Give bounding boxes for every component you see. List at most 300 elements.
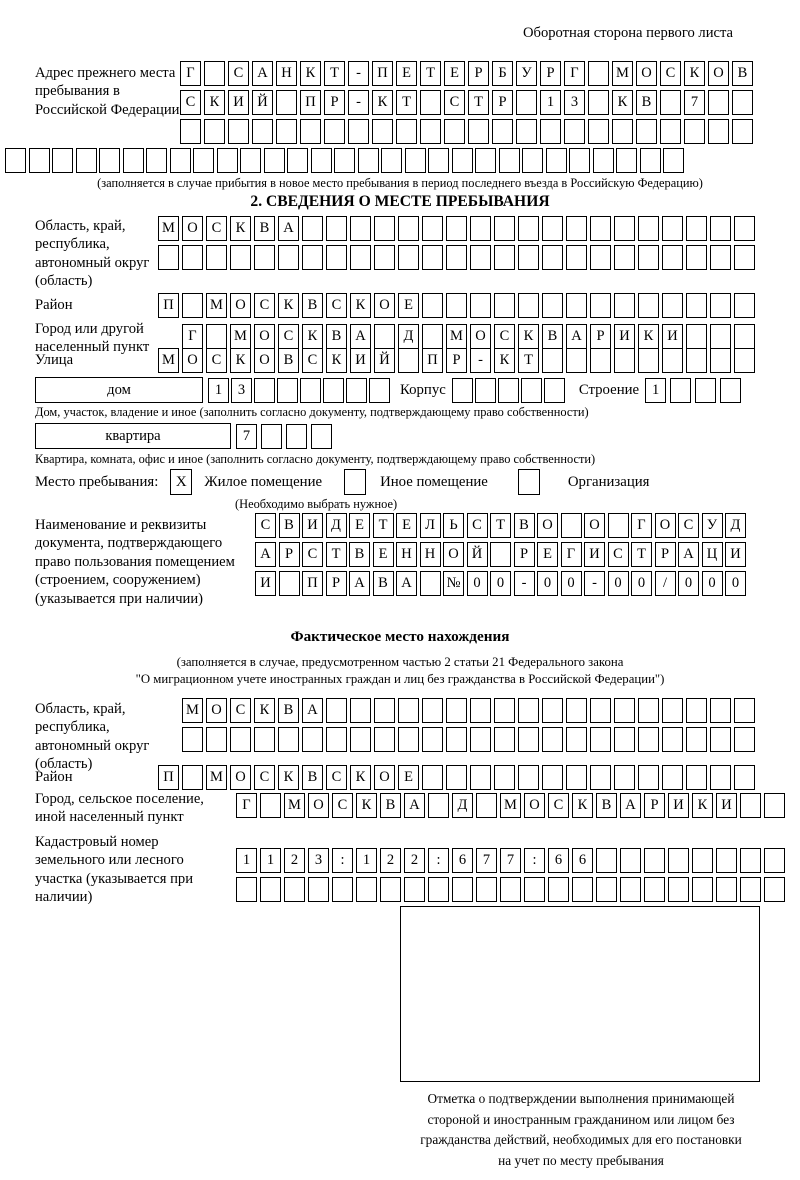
char-cell[interactable] [566, 348, 587, 373]
char-cell[interactable] [546, 148, 567, 173]
char-cell[interactable] [516, 90, 537, 115]
char-cell[interactable] [710, 698, 731, 723]
char-cell[interactable] [422, 698, 443, 723]
char-cell[interactable] [374, 216, 395, 241]
char-cell[interactable] [279, 571, 300, 596]
char-cell[interactable]: Г [180, 61, 201, 86]
char-cell[interactable]: П [302, 571, 323, 596]
char-cell[interactable]: С [660, 61, 681, 86]
char-cell[interactable]: И [662, 324, 683, 349]
char-cell[interactable] [668, 877, 689, 902]
char-cell[interactable] [358, 148, 379, 173]
char-cell[interactable] [692, 877, 713, 902]
char-cell[interactable]: К [230, 348, 251, 373]
char-cell[interactable]: Н [276, 61, 297, 86]
char-cell[interactable]: Й [374, 348, 395, 373]
char-cell[interactable] [668, 848, 689, 873]
char-cell[interactable] [420, 90, 441, 115]
char-cell[interactable]: - [348, 90, 369, 115]
char-cell[interactable]: П [422, 348, 443, 373]
char-cell[interactable] [260, 877, 281, 902]
char-cell[interactable]: И [584, 542, 605, 567]
apartment-labelbox[interactable]: квартира [35, 423, 231, 449]
char-cell[interactable]: К [300, 61, 321, 86]
char-cell[interactable] [446, 293, 467, 318]
char-cell[interactable]: С [332, 793, 353, 818]
char-cell[interactable] [452, 877, 473, 902]
char-cell[interactable]: - [348, 61, 369, 86]
char-cell[interactable] [287, 148, 308, 173]
char-cell[interactable]: М [158, 216, 179, 241]
char-cell[interactable] [380, 877, 401, 902]
char-cell[interactable] [692, 848, 713, 873]
char-cell[interactable]: А [350, 324, 371, 349]
char-cell[interactable] [764, 877, 785, 902]
char-cell[interactable] [614, 698, 635, 723]
char-cell[interactable] [374, 324, 395, 349]
char-cell[interactable] [620, 877, 641, 902]
char-cell[interactable] [734, 216, 755, 241]
char-cell[interactable]: Г [182, 324, 203, 349]
char-cell[interactable] [670, 378, 691, 403]
char-cell[interactable]: 0 [561, 571, 582, 596]
char-cell[interactable] [350, 727, 371, 752]
char-cell[interactable]: В [380, 793, 401, 818]
char-cell[interactable]: С [206, 348, 227, 373]
char-cell[interactable] [286, 424, 307, 449]
char-cell[interactable] [228, 119, 249, 144]
char-cell[interactable]: Т [518, 348, 539, 373]
char-cell[interactable] [500, 877, 521, 902]
char-cell[interactable]: 2 [380, 848, 401, 873]
char-cell[interactable]: С [326, 765, 347, 790]
char-cell[interactable] [596, 848, 617, 873]
char-cell[interactable] [542, 765, 563, 790]
char-cell[interactable]: Й [467, 542, 488, 567]
char-cell[interactable]: 7 [236, 424, 257, 449]
char-cell[interactable]: М [500, 793, 521, 818]
char-cell[interactable]: 0 [467, 571, 488, 596]
char-cell[interactable]: Т [326, 542, 347, 567]
char-cell[interactable]: Р [590, 324, 611, 349]
char-cell[interactable]: Е [537, 542, 558, 567]
char-cell[interactable] [588, 90, 609, 115]
char-cell[interactable] [494, 293, 515, 318]
char-cell[interactable] [616, 148, 637, 173]
char-cell[interactable] [470, 293, 491, 318]
char-cell[interactable]: А [620, 793, 641, 818]
char-cell[interactable]: С [678, 513, 699, 538]
char-cell[interactable] [708, 90, 729, 115]
char-cell[interactable] [686, 348, 707, 373]
char-cell[interactable]: О [254, 348, 275, 373]
char-cell[interactable]: Е [396, 513, 417, 538]
char-cell[interactable]: О [537, 513, 558, 538]
char-cell[interactable] [276, 90, 297, 115]
char-cell[interactable] [398, 348, 419, 373]
char-cell[interactable] [261, 424, 282, 449]
char-cell[interactable]: О [708, 61, 729, 86]
char-cell[interactable] [590, 348, 611, 373]
char-cell[interactable] [446, 765, 467, 790]
char-cell[interactable]: В [349, 542, 370, 567]
char-cell[interactable] [302, 727, 323, 752]
char-cell[interactable] [372, 119, 393, 144]
char-cell[interactable]: К [278, 765, 299, 790]
char-cell[interactable]: № [443, 571, 464, 596]
char-cell[interactable]: В [732, 61, 753, 86]
char-cell[interactable]: 2 [284, 848, 305, 873]
char-cell[interactable] [614, 727, 635, 752]
char-cell[interactable] [468, 119, 489, 144]
char-cell[interactable]: О [230, 765, 251, 790]
char-cell[interactable] [663, 148, 684, 173]
char-cell[interactable]: 6 [548, 848, 569, 873]
char-cell[interactable] [660, 119, 681, 144]
char-cell[interactable]: Р [446, 348, 467, 373]
char-cell[interactable] [564, 119, 585, 144]
char-cell[interactable] [518, 727, 539, 752]
char-cell[interactable] [494, 245, 515, 270]
char-cell[interactable] [404, 877, 425, 902]
char-cell[interactable]: М [446, 324, 467, 349]
char-cell[interactable]: О [308, 793, 329, 818]
char-cell[interactable] [710, 324, 731, 349]
char-cell[interactable]: А [252, 61, 273, 86]
char-cell[interactable] [494, 216, 515, 241]
char-cell[interactable]: Т [324, 61, 345, 86]
char-cell[interactable]: Р [644, 793, 665, 818]
char-cell[interactable] [76, 148, 97, 173]
char-cell[interactable] [29, 148, 50, 173]
char-cell[interactable] [398, 698, 419, 723]
char-cell[interactable] [734, 348, 755, 373]
char-cell[interactable]: О [655, 513, 676, 538]
char-cell[interactable]: К [692, 793, 713, 818]
char-cell[interactable]: Е [373, 542, 394, 567]
char-cell[interactable]: : [332, 848, 353, 873]
char-cell[interactable] [638, 348, 659, 373]
char-cell[interactable] [230, 727, 251, 752]
char-cell[interactable]: Н [420, 542, 441, 567]
char-cell[interactable] [662, 216, 683, 241]
char-cell[interactable] [182, 293, 203, 318]
char-cell[interactable] [590, 698, 611, 723]
char-cell[interactable] [499, 148, 520, 173]
char-cell[interactable] [540, 119, 561, 144]
char-cell[interactable] [5, 148, 26, 173]
char-cell[interactable] [716, 848, 737, 873]
char-cell[interactable]: О [182, 348, 203, 373]
char-cell[interactable] [740, 877, 761, 902]
char-cell[interactable] [716, 877, 737, 902]
char-cell[interactable] [518, 293, 539, 318]
char-cell[interactable] [544, 378, 565, 403]
char-cell[interactable]: К [572, 793, 593, 818]
char-cell[interactable]: П [300, 90, 321, 115]
char-cell[interactable] [254, 378, 275, 403]
char-cell[interactable] [470, 727, 491, 752]
char-cell[interactable] [348, 119, 369, 144]
char-cell[interactable] [428, 148, 449, 173]
char-cell[interactable] [662, 293, 683, 318]
char-cell[interactable] [548, 877, 569, 902]
char-cell[interactable]: М [230, 324, 251, 349]
char-cell[interactable]: 3 [231, 378, 252, 403]
char-cell[interactable] [542, 293, 563, 318]
char-cell[interactable]: А [404, 793, 425, 818]
char-cell[interactable] [182, 245, 203, 270]
char-cell[interactable] [300, 119, 321, 144]
char-cell[interactable]: Т [631, 542, 652, 567]
char-cell[interactable] [326, 727, 347, 752]
char-cell[interactable]: О [470, 324, 491, 349]
char-cell[interactable] [398, 727, 419, 752]
char-cell[interactable] [444, 119, 465, 144]
char-cell[interactable]: В [302, 293, 323, 318]
char-cell[interactable] [350, 216, 371, 241]
char-cell[interactable] [254, 245, 275, 270]
char-cell[interactable]: Р [655, 542, 676, 567]
char-cell[interactable]: Ь [443, 513, 464, 538]
char-cell[interactable] [346, 378, 367, 403]
char-cell[interactable] [614, 216, 635, 241]
char-cell[interactable] [710, 293, 731, 318]
char-cell[interactable] [686, 765, 707, 790]
char-cell[interactable]: В [326, 324, 347, 349]
char-cell[interactable]: Г [561, 542, 582, 567]
char-cell[interactable] [640, 148, 661, 173]
char-cell[interactable]: С [608, 542, 629, 567]
char-cell[interactable]: К [518, 324, 539, 349]
char-cell[interactable] [422, 216, 443, 241]
char-cell[interactable] [300, 378, 321, 403]
char-cell[interactable]: 3 [564, 90, 585, 115]
char-cell[interactable] [254, 727, 275, 752]
char-cell[interactable]: Т [396, 90, 417, 115]
char-cell[interactable] [326, 698, 347, 723]
char-cell[interactable] [662, 245, 683, 270]
char-cell[interactable] [420, 571, 441, 596]
char-cell[interactable]: П [372, 61, 393, 86]
char-cell[interactable] [182, 727, 203, 752]
char-cell[interactable] [204, 61, 225, 86]
char-cell[interactable]: К [230, 216, 251, 241]
char-cell[interactable]: О [206, 698, 227, 723]
char-cell[interactable]: С [444, 90, 465, 115]
char-cell[interactable] [662, 765, 683, 790]
char-cell[interactable] [182, 765, 203, 790]
char-cell[interactable] [277, 378, 298, 403]
char-cell[interactable]: А [396, 571, 417, 596]
char-cell[interactable] [590, 245, 611, 270]
char-cell[interactable]: 7 [500, 848, 521, 873]
char-cell[interactable] [350, 698, 371, 723]
char-cell[interactable] [686, 245, 707, 270]
char-cell[interactable]: 0 [725, 571, 746, 596]
char-cell[interactable] [170, 148, 191, 173]
char-cell[interactable] [518, 216, 539, 241]
char-cell[interactable] [446, 245, 467, 270]
char-cell[interactable]: О [182, 216, 203, 241]
char-cell[interactable] [332, 877, 353, 902]
char-cell[interactable]: Е [444, 61, 465, 86]
char-cell[interactable] [561, 513, 582, 538]
char-cell[interactable]: К [254, 698, 275, 723]
char-cell[interactable]: К [494, 348, 515, 373]
char-cell[interactable]: С [467, 513, 488, 538]
char-cell[interactable] [638, 216, 659, 241]
char-cell[interactable]: М [284, 793, 305, 818]
char-cell[interactable] [740, 848, 761, 873]
char-cell[interactable] [470, 216, 491, 241]
char-cell[interactable]: - [514, 571, 535, 596]
char-cell[interactable]: : [524, 848, 545, 873]
char-cell[interactable]: А [255, 542, 276, 567]
char-cell[interactable] [542, 245, 563, 270]
char-cell[interactable] [276, 119, 297, 144]
char-cell[interactable] [660, 90, 681, 115]
char-cell[interactable] [252, 119, 273, 144]
char-cell[interactable] [193, 148, 214, 173]
char-cell[interactable] [323, 378, 344, 403]
char-cell[interactable] [236, 877, 257, 902]
char-cell[interactable] [470, 698, 491, 723]
char-cell[interactable]: В [278, 698, 299, 723]
char-cell[interactable]: К [204, 90, 225, 115]
char-cell[interactable] [710, 765, 731, 790]
char-cell[interactable] [240, 148, 261, 173]
char-cell[interactable]: 7 [476, 848, 497, 873]
char-cell[interactable] [590, 216, 611, 241]
char-cell[interactable] [492, 119, 513, 144]
char-cell[interactable] [206, 245, 227, 270]
char-cell[interactable] [572, 877, 593, 902]
char-cell[interactable] [278, 727, 299, 752]
char-cell[interactable] [284, 877, 305, 902]
char-cell[interactable]: С [326, 293, 347, 318]
char-cell[interactable]: Д [398, 324, 419, 349]
char-cell[interactable] [521, 378, 542, 403]
char-cell[interactable]: С [230, 698, 251, 723]
char-cell[interactable] [476, 877, 497, 902]
char-cell[interactable]: О [374, 765, 395, 790]
char-cell[interactable]: В [596, 793, 617, 818]
char-cell[interactable]: 0 [678, 571, 699, 596]
char-cell[interactable] [638, 765, 659, 790]
char-cell[interactable]: Р [279, 542, 300, 567]
char-cell[interactable] [614, 293, 635, 318]
char-cell[interactable] [740, 793, 761, 818]
char-cell[interactable]: Д [452, 793, 473, 818]
char-cell[interactable] [326, 245, 347, 270]
char-cell[interactable] [518, 698, 539, 723]
char-cell[interactable] [612, 119, 633, 144]
char-cell[interactable]: - [470, 348, 491, 373]
char-cell[interactable] [542, 348, 563, 373]
char-cell[interactable]: Е [398, 293, 419, 318]
char-cell[interactable] [52, 148, 73, 173]
char-cell[interactable] [590, 293, 611, 318]
char-cell[interactable] [710, 348, 731, 373]
char-cell[interactable] [566, 245, 587, 270]
char-cell[interactable]: 0 [537, 571, 558, 596]
char-cell[interactable]: О [374, 293, 395, 318]
char-cell[interactable]: В [542, 324, 563, 349]
char-cell[interactable]: Б [492, 61, 513, 86]
char-cell[interactable] [720, 378, 741, 403]
char-cell[interactable] [638, 293, 659, 318]
char-cell[interactable] [490, 542, 511, 567]
char-cell[interactable]: С [278, 324, 299, 349]
char-cell[interactable]: В [302, 765, 323, 790]
char-cell[interactable] [590, 727, 611, 752]
char-cell[interactable]: Т [490, 513, 511, 538]
char-cell[interactable]: 1 [645, 378, 666, 403]
char-cell[interactable] [452, 378, 473, 403]
char-cell[interactable] [398, 245, 419, 270]
char-cell[interactable] [369, 378, 390, 403]
char-cell[interactable] [710, 216, 731, 241]
char-cell[interactable] [542, 216, 563, 241]
char-cell[interactable]: К [356, 793, 377, 818]
char-cell[interactable] [614, 348, 635, 373]
char-cell[interactable]: Г [236, 793, 257, 818]
char-cell[interactable]: 6 [452, 848, 473, 873]
char-cell[interactable]: М [206, 765, 227, 790]
char-cell[interactable] [494, 765, 515, 790]
char-cell[interactable]: Д [725, 513, 746, 538]
char-cell[interactable] [446, 698, 467, 723]
char-cell[interactable] [708, 119, 729, 144]
char-cell[interactable]: И [228, 90, 249, 115]
char-cell[interactable] [204, 119, 225, 144]
char-cell[interactable] [422, 765, 443, 790]
char-cell[interactable]: Р [324, 90, 345, 115]
char-cell[interactable] [475, 378, 496, 403]
char-cell[interactable]: 1 [236, 848, 257, 873]
char-cell[interactable]: Р [326, 571, 347, 596]
char-cell[interactable] [566, 765, 587, 790]
char-cell[interactable] [695, 378, 716, 403]
char-cell[interactable] [446, 216, 467, 241]
char-cell[interactable]: : [428, 848, 449, 873]
char-cell[interactable]: А [678, 542, 699, 567]
char-cell[interactable]: И [350, 348, 371, 373]
char-cell[interactable]: С [302, 542, 323, 567]
char-cell[interactable] [420, 119, 441, 144]
char-cell[interactable]: 0 [608, 571, 629, 596]
char-cell[interactable] [662, 727, 683, 752]
char-cell[interactable]: Т [420, 61, 441, 86]
char-cell[interactable]: В [636, 90, 657, 115]
char-cell[interactable] [302, 245, 323, 270]
char-cell[interactable]: П [158, 293, 179, 318]
char-cell[interactable] [99, 148, 120, 173]
checkbox-residential[interactable]: X [170, 469, 192, 495]
char-cell[interactable]: С [228, 61, 249, 86]
char-cell[interactable]: К [278, 293, 299, 318]
char-cell[interactable] [146, 148, 167, 173]
char-cell[interactable]: О [443, 542, 464, 567]
char-cell[interactable]: С [548, 793, 569, 818]
char-cell[interactable] [644, 877, 665, 902]
char-cell[interactable] [734, 727, 755, 752]
char-cell[interactable] [590, 765, 611, 790]
char-cell[interactable] [764, 848, 785, 873]
char-cell[interactable] [686, 698, 707, 723]
char-cell[interactable] [326, 216, 347, 241]
